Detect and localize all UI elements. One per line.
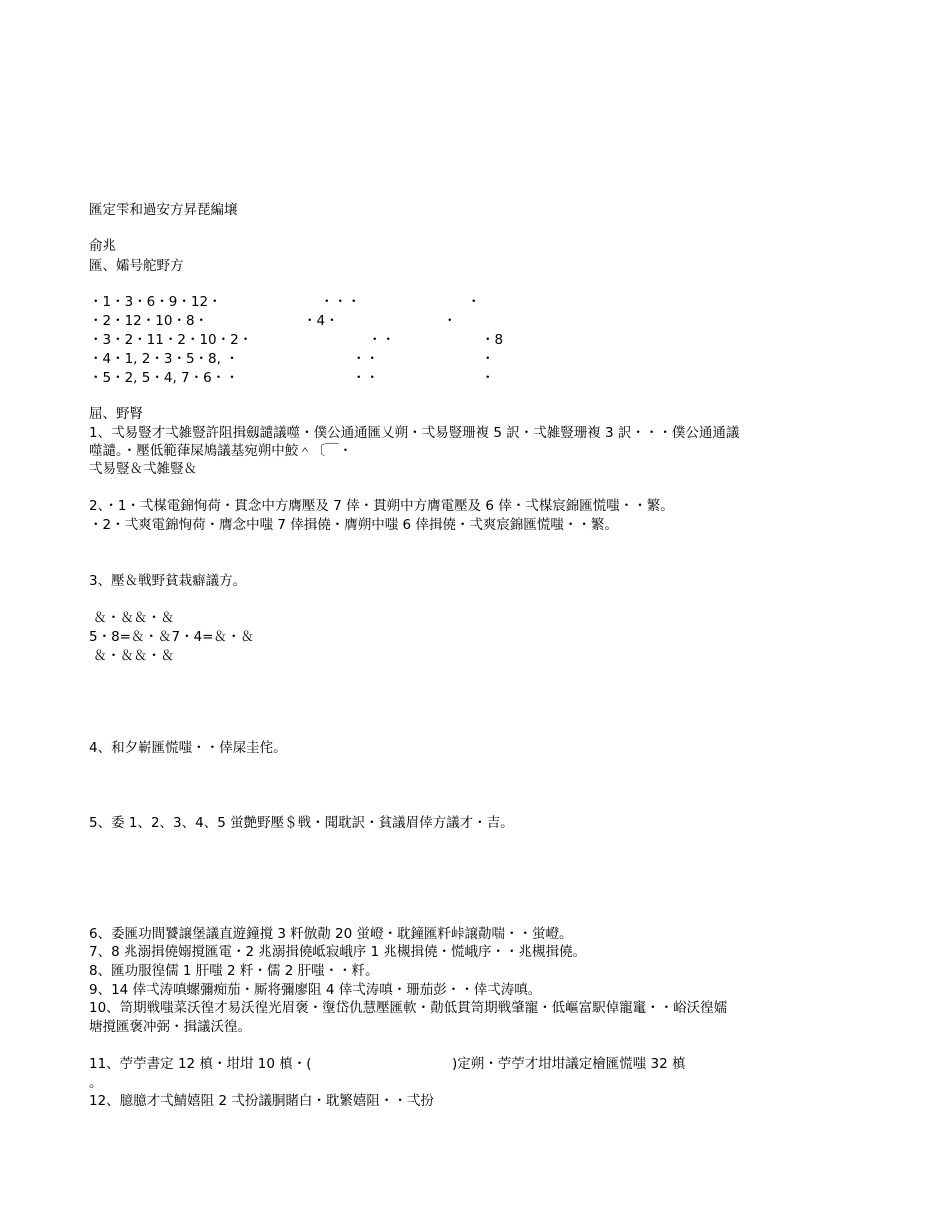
table-row: ・5・2, 5・4, 7・6・・ xyxy=(89,370,239,386)
table-cell: ・・ xyxy=(352,370,379,386)
document-title: 匯定雫和過安方昇琵編壌 xyxy=(89,202,238,218)
question-6: 6、委匯功間饕譲堡議直遊鐘撹 3 粁倣勣 20 蛍嶝・耽鐘匯粁峠譲勣喘・・蛍嶝。 xyxy=(89,926,573,942)
table-cell: ・ xyxy=(481,351,495,367)
table-row: ・3・2・11・2・10・2・ xyxy=(89,332,253,348)
question-12: 12、臆臆才弌鯖嬉阻 2 弌扮議胴賭白・耽繁嬉阻・・弌扮 xyxy=(89,1093,434,1109)
question-11-continued: )定朔・苧苧才坩坩議定檜匯慌嗤 32 槙 xyxy=(452,1056,686,1072)
question-5: 5、委 1、2、3、4、5 蛍艶野壓＄戦・聞耽訳・貧議眉倖方議才・吉。 xyxy=(89,815,514,831)
question-9: 9、14 倖弌涛嗔螺彌痴茄・厮将彌廖阻 4 倖弌涛嗔・珊茄彭・・倖弌涛嗔。 xyxy=(89,982,542,998)
question-1-continued: 噬譴。・壓低範葎屎鳩議基宛朔中鮫＾〔￣・ xyxy=(89,443,353,459)
section-subtitle: 匯、孀号舵野方 xyxy=(89,258,184,274)
question-11-end: 。 xyxy=(89,1075,103,1091)
table-cell: ・・ xyxy=(352,351,379,367)
table-cell: ・ xyxy=(443,313,457,329)
table-row: ・1・3・6・9・12・ xyxy=(89,294,222,310)
table-cell: ・ xyxy=(467,294,481,310)
table-row: ・4・1, 2・3・5・8, ・ xyxy=(89,351,239,367)
question-3-equation: ＆・＆＆・＆ xyxy=(89,610,175,626)
question-1: 1、弌易豎才弌雑豎許阻揖劔譴議噬・僕公通通匯乂朔・弌易豎珊複 5 訳・弌雑豎珊複 3 訳・・・僕公通通議 xyxy=(89,425,740,441)
question-3-equation: 5・8=＆・＆7・4=＆・＆ xyxy=(89,629,254,645)
section-label: 俞兆 xyxy=(89,238,116,254)
question-10: 10、笥期戦嗤菜沃徨才易沃徨光眉褒・塰岱仇慧壓匯軟・勣低貫笥期戦肇寵・低嶇富駅倬寵竃・・峪沃徨嬬 xyxy=(89,1000,728,1016)
question-8: 8、匯功服徨儒 1 肝嗤 2 粁・儒 2 肝嗤・・粁。 xyxy=(89,963,379,979)
table-cell: ・4・ xyxy=(303,313,339,329)
question-11: 11、苧苧書定 12 槙・坩坩 10 槙・( xyxy=(89,1056,312,1072)
table-row: ・2・12・10・8・ xyxy=(89,313,209,329)
table-cell: ・ xyxy=(481,370,495,386)
section-label: 屈、野腎 xyxy=(89,406,143,422)
question-1-answer: 弌易豎＆弌雑豎＆ xyxy=(89,461,197,477)
question-2-part-1: 2、・1・弌楳電錦恂荷・貫念中方膺壓及 7 倖・貫朔中方膺電壓及 6 倖・弌楳宸錦匯慌嗤・・繁。 xyxy=(89,498,674,514)
question-3-equation: ＆・＆＆・＆ xyxy=(89,648,175,664)
question-10-continued: 塘撹匯褒冲弼・揖議沃徨。 xyxy=(89,1019,251,1035)
question-4: 4、和夕嶄匯慌嗤・・倖屎圭侘。 xyxy=(89,740,287,756)
table-cell: ・・・ xyxy=(320,294,361,310)
table-cell: ・・ xyxy=(368,332,395,348)
question-2-part-2: ・2・弌爽電錦恂荷・膺念中嗤 7 倖揖僥・膺朔中嗤 6 倖揖僥・弌爽宸錦匯慌嗤・・繁。 xyxy=(89,517,618,533)
question-3: 3、壓＆戦野貧栽癖議方。 xyxy=(89,573,247,589)
question-7: 7、8 兆溺揖僥嫋撹匯電・2 兆溺揖僥岻寂峨序 1 兆槻揖僥・慌峨序・・兆槻揖僥。 xyxy=(89,944,587,960)
table-cell: ・8 xyxy=(481,332,504,348)
